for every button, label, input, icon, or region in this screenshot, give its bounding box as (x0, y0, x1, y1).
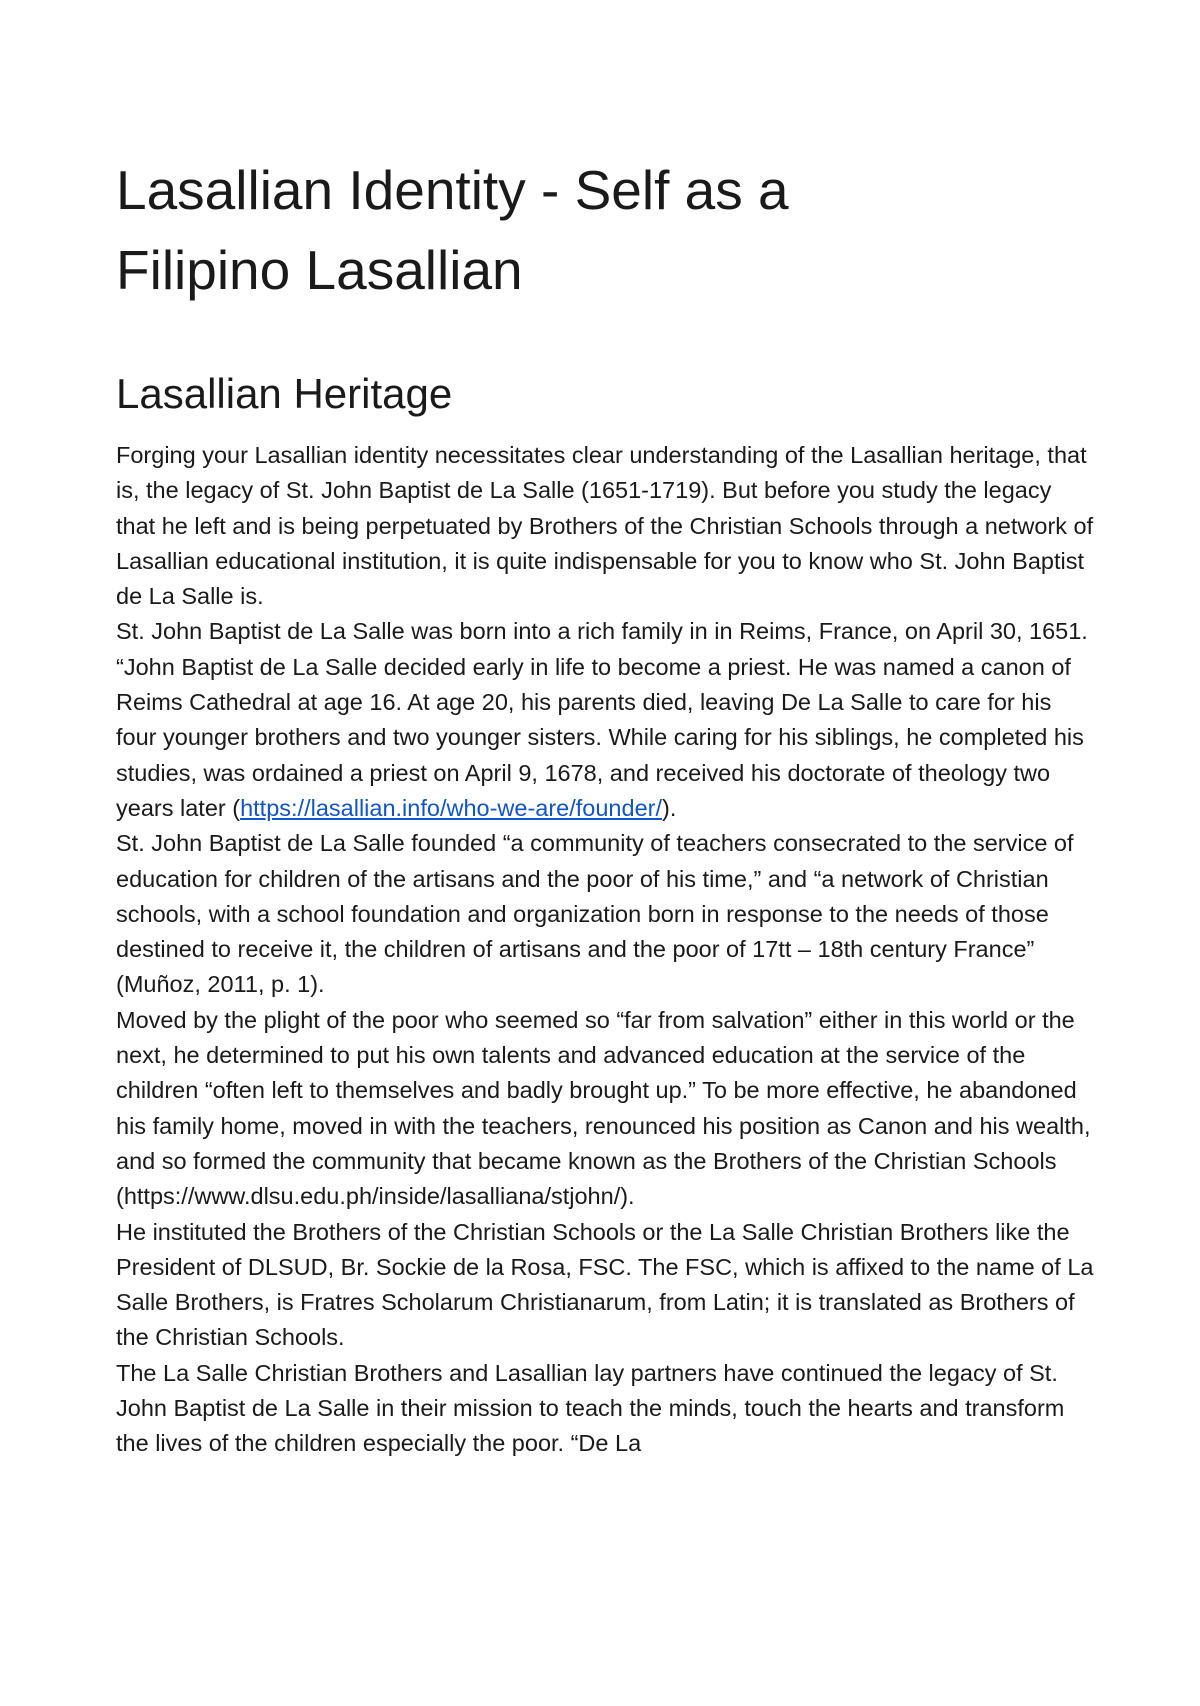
document-body (116, 438, 1096, 1462)
paragraph-priesthood (116, 650, 1096, 826)
paragraph-priesthood-end: ). (662, 794, 677, 821)
paragraph-intro: Forging your Lasallian identity necessitates clear understanding of the Lasallian heritage, that is, the legacy of St. John Baptist de La Salle (1651-1719). But before you study the legacy that he left and is being perpetuated by Brothers of the Christian Schools through a network of Lasallian educational institution, it is quite indispensable for you to know who St. John Baptist de La Salle is. (116, 442, 1094, 610)
paragraph-mission: Moved by the plight of the poor who seemed so “far from salvation” either in this world or the next, he determined to put his own talents and advanced education at the service of the children “often left to themselves and badly brought up.” To be more effective, he abandoned his family home, moved in with the teachers, renounced his position as Canon and his wealth, and so formed the community that became known as the Brothers of the Christian Schools (https://www.dlsu.edu.ph/inside/lasalliana/stjohn/). (116, 1006, 1091, 1210)
document-title (116, 150, 1096, 310)
paragraph-legacy: The La Salle Christian Brothers and Lasallian lay partners have continued the legacy of St. John Baptist de La Salle in their mission to teach the minds, touch the hearts and transform the lives of the children especially the poor. “De La (116, 1359, 1065, 1457)
paragraph-birth: St. John Baptist de La Salle was born into a rich family in in Reims, France, on April 30, 1651. (116, 618, 1088, 645)
paragraph-community: St. John Baptist de La Salle founded “a community of teachers consecrated to the service of education for children of the artisans and the poor of his time,” and “a network of Christian schools, with a school foundation and organization born in response to the needs of those destined to receive it, the children of artisans and the poor of 17tt – 18th century France” (Muñoz, 2011, p. 1). (116, 830, 1074, 998)
title-line-1: Lasallian Identity - Self as a (116, 159, 789, 221)
paragraph-brothers: He instituted the Brothers of the Christian Schools or the La Salle Christian Brothers like the President of DLSUD, Br. Sockie de la Rosa, FSC. The FSC, which is affixed to the name of La Salle Brothers, is Fratres Scholarum Christianarum, from Latin; it is translated as Brothers of the Christian Schools. (116, 1218, 1094, 1351)
paragraph-priesthood-text: “John Baptist de La Salle decided early in life to become a priest. He was named a canon of Reims Cathedral at age 16. At age 20, his parents died, leaving De La Salle to care for his four younger brothers and two younger sisters. While caring for his siblings, he completed his studies, was ordained a priest on April 9, 1678, and received his doctorate of theology two years later ( (116, 653, 1084, 821)
title-line-2: Filipino Lasallian (116, 239, 523, 301)
document-content (116, 150, 1096, 1462)
section-heading: Lasallian Heritage (116, 370, 453, 417)
founder-link[interactable]: https://lasallian.info/who-we-are/founder/ (240, 794, 662, 821)
